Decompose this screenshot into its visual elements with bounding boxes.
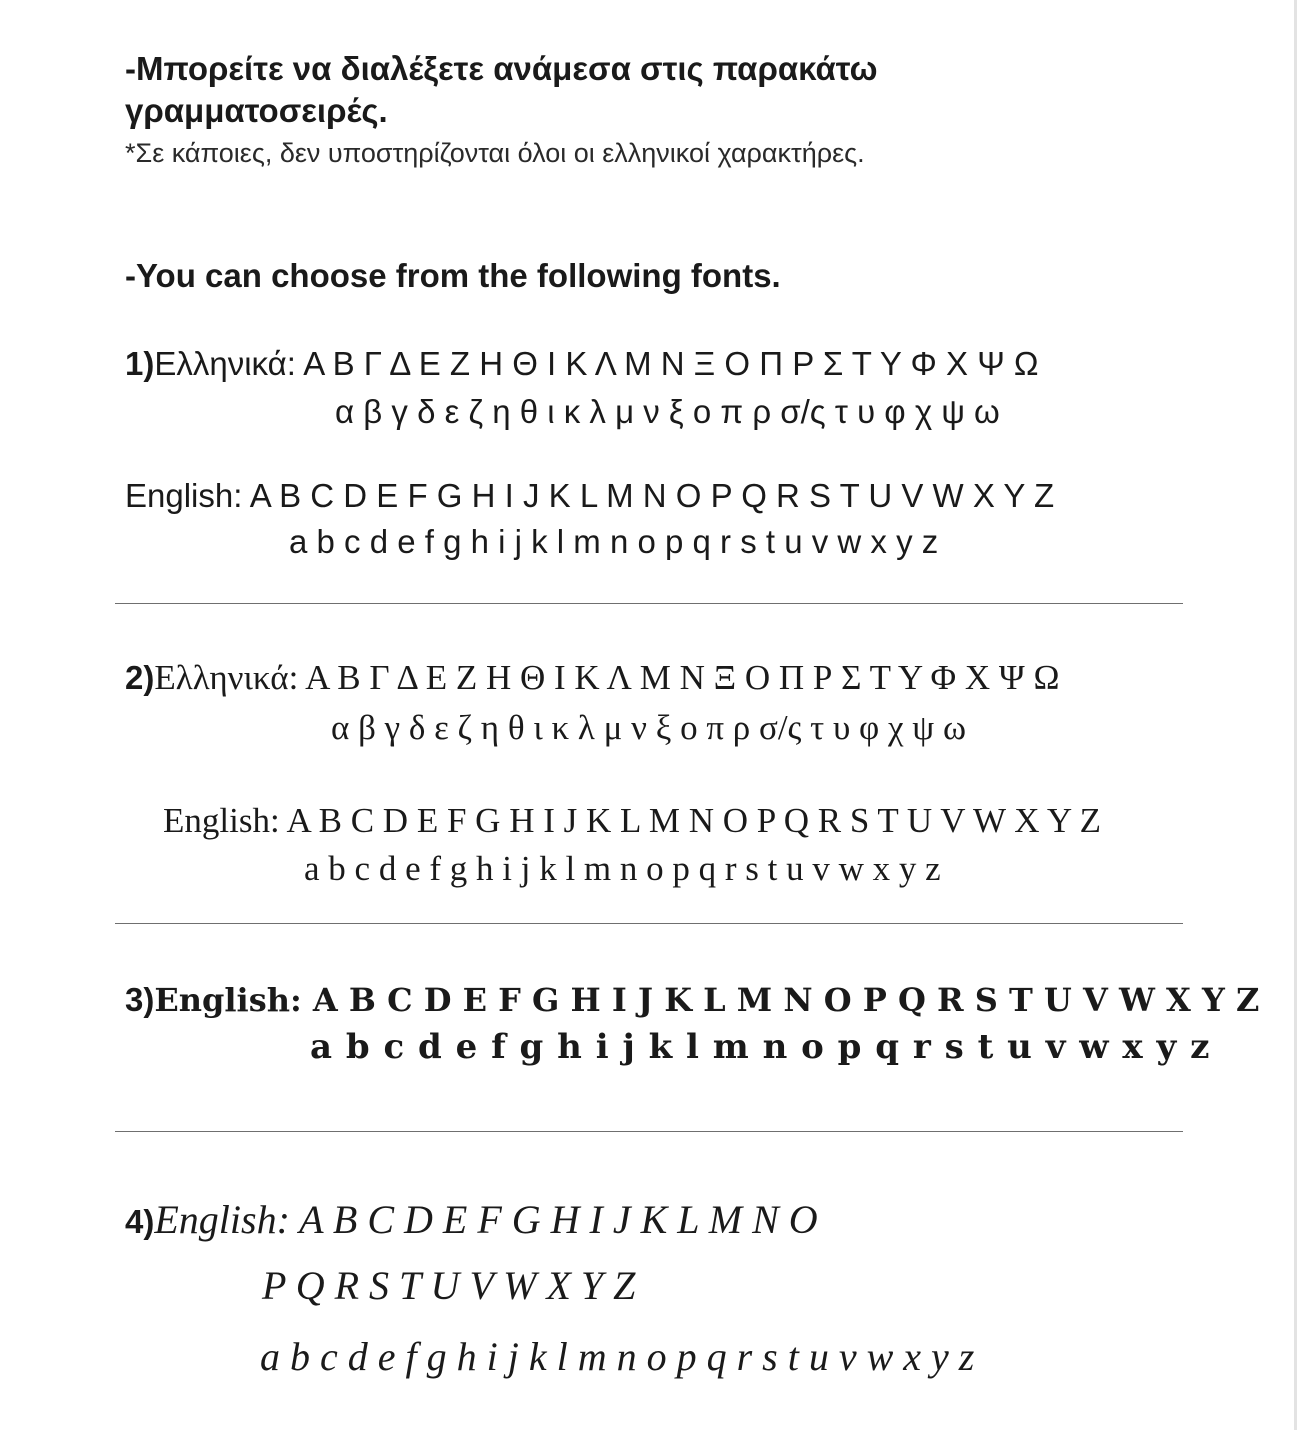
font1-greek-upper-line — [125, 344, 1039, 384]
english-heading: -You can choose from the following fonts. — [125, 257, 781, 294]
font2-english-upper-line — [163, 800, 1101, 842]
font1-english-upper: A B C D E F G H I J K L M N O P Q R S T U V W X Y Z — [249, 477, 1055, 514]
font1-english-lower: a b c d e f g h i j k l m n o p q r s t u v w x y z — [289, 523, 939, 560]
divider — [115, 1131, 1183, 1132]
font1-greek-upper: Α Β Γ Δ Ε Ζ Η Θ Ι Κ Λ Μ Ν Ξ Ο Π Ρ Σ Τ Υ Φ Χ Ψ Ω — [303, 345, 1039, 382]
greek-note: *Σε κάποιες, δεν υποστηρίζονται όλοι οι ελληνικοί χαρακτήρες. — [125, 138, 865, 168]
font3-english-upper: A B C D E F G H I J K L M N O P Q R S T U V W X Y Z — [312, 981, 1260, 1019]
font1-greek-lower: α β γ δ ε ζ η θ ι κ λ μ ν ξ ο π ρ σ/ς τ υ φ χ ψ ω — [335, 393, 1000, 430]
divider — [115, 923, 1183, 924]
font2-english-upper: A B C D E F G H I J K L M N O P Q R S T U V W X Y Z — [286, 801, 1102, 840]
font2-greek-upper-line — [125, 657, 1060, 699]
font3-english-label: English: — [154, 981, 302, 1019]
font3-number: 3) — [125, 981, 155, 1018]
greek-heading: -Μπορείτε να διαλέξετε ανάμεσα στις παρακάτω γραμματοσειρές. — [125, 50, 878, 129]
font2-greek-label: Ελληνικά: — [154, 658, 299, 697]
font3-english-upper-line — [125, 978, 1259, 1022]
divider — [115, 603, 1183, 604]
page-edge — [1294, 0, 1297, 1430]
font1-greek-label: Ελληνικά: — [154, 345, 296, 382]
font1-number: 1) — [125, 345, 155, 382]
font2-greek-upper: Α Β Γ Δ Ε Ζ Η Θ Ι Κ Λ Μ Ν Ξ Ο Π Ρ Σ Τ Υ Φ Χ Ψ Ω — [305, 658, 1060, 697]
font4-english-lower: a b c d e f g h i j k l m n o p q r s t u v w x y z — [260, 1334, 975, 1379]
font2-english-lower: a b c d e f g h i j k l m n o p q r s t u v w x y z — [304, 849, 941, 888]
font1-english-label: English: — [125, 477, 243, 514]
font2-greek-lower: α β γ δ ε ζ η θ ι κ λ μ ν ξ ο π ρ σ/ς τ υ φ χ ψ ω — [331, 708, 966, 747]
font2-number: 2) — [125, 659, 155, 696]
font4-english-upper-line-1 — [125, 1196, 818, 1246]
font4-number: 4) — [125, 1203, 155, 1240]
font2-english-label: English: — [163, 801, 280, 840]
font3-english-lower: a b c d e f g h i j k l m n o p q r s t u v w x y z — [310, 1027, 1211, 1067]
font4-english-label: English: — [154, 1197, 290, 1242]
font4-english-upper-2: P Q R S T U V W X Y Z — [262, 1263, 636, 1308]
font4-english-upper-1: A B C D E F G H I J K L M N O — [299, 1197, 818, 1242]
font1-english-upper-line — [125, 476, 1054, 516]
